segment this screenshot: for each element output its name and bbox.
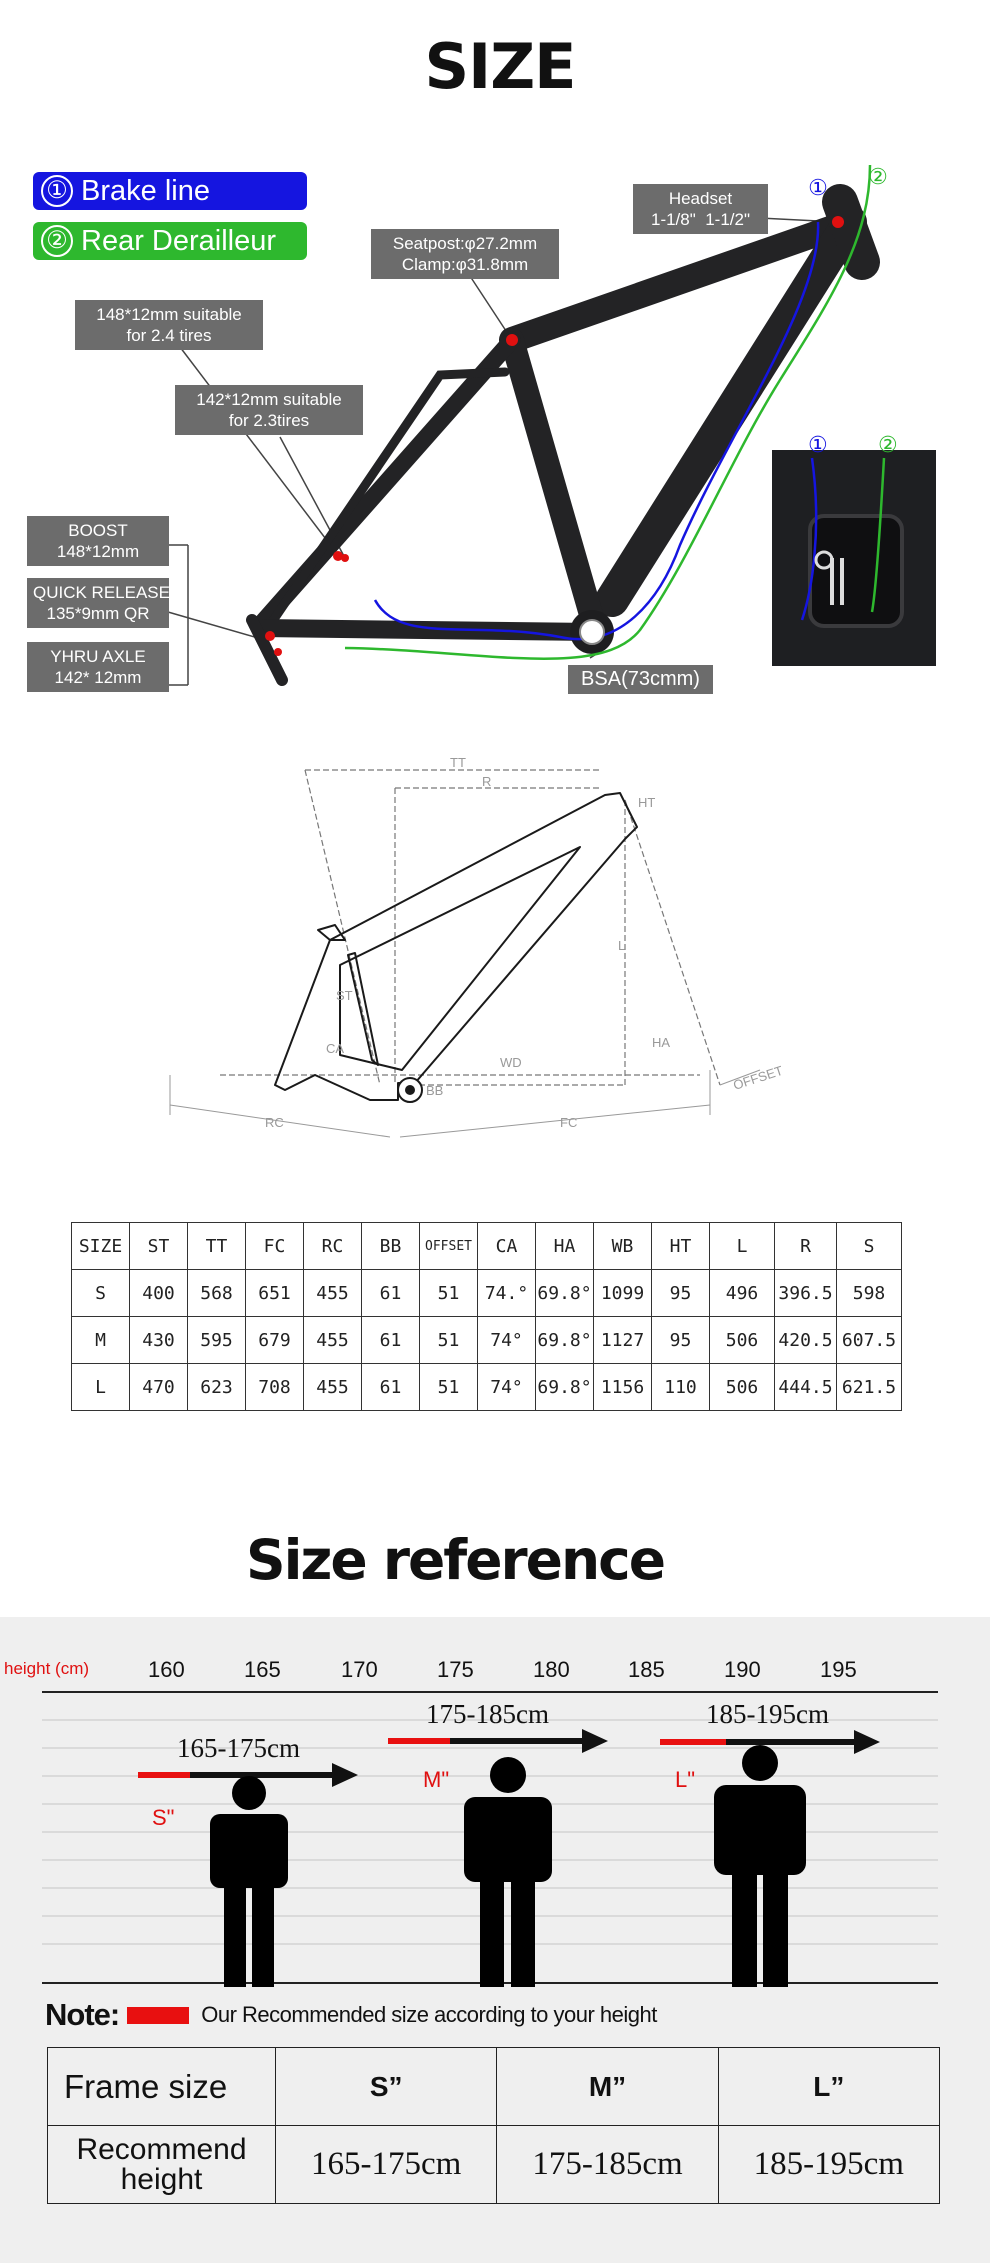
- label-wd: WD: [500, 1055, 522, 1070]
- boost-callout: BOOST 148*12mm: [27, 516, 169, 566]
- note-row: [45, 1997, 657, 2033]
- table-cell: L: [72, 1364, 130, 1411]
- table-cell: 1156: [594, 1364, 652, 1411]
- table-cell: 95: [652, 1270, 710, 1317]
- table-cell: 496: [710, 1270, 775, 1317]
- range-label-m: 175-185cm: [426, 1699, 549, 1729]
- size-reference-title: Size reference: [245, 1528, 665, 1592]
- table-cell: 506: [710, 1317, 775, 1364]
- table-cell: 679: [246, 1317, 304, 1364]
- table-header: R: [775, 1223, 837, 1270]
- label-r: R: [482, 774, 492, 789]
- table-cell: 621.5: [837, 1364, 902, 1411]
- height-tick: 175: [437, 1657, 474, 1682]
- table-cell: M: [72, 1317, 130, 1364]
- recommend-height-header: Recommend height: [48, 2126, 276, 2204]
- label-st: ST: [336, 988, 353, 1003]
- size-cell: M”: [497, 2048, 718, 2126]
- inset-marker-brake: ①: [808, 432, 828, 457]
- frame-size-header: Frame size: [48, 2048, 276, 2126]
- tire-23-callout: 142*12mm suitable for 2.3tires: [175, 385, 363, 435]
- table-header: HT: [652, 1223, 710, 1270]
- height-chart: [0, 1617, 990, 1987]
- label-ha: HA: [652, 1035, 671, 1050]
- table-header: BB: [362, 1223, 420, 1270]
- table-row: [72, 1317, 902, 1364]
- table-cell: 110: [652, 1364, 710, 1411]
- thru-axle-callout: YHRU AXLE 142* 12mm: [27, 642, 169, 692]
- height-cell: 175-185cm: [497, 2126, 718, 2204]
- quick-release-callout: QUICK RELEASE 135*9mm QR: [27, 578, 169, 628]
- size-tag-l: L": [675, 1767, 696, 1792]
- height-cell: 185-195cm: [718, 2126, 939, 2204]
- height-tick: 195: [820, 1657, 857, 1682]
- height-tick: 190: [724, 1657, 761, 1682]
- table-header: OFFSET: [420, 1223, 478, 1270]
- height-tick: 165: [244, 1657, 281, 1682]
- table-cell: 396.5: [775, 1270, 837, 1317]
- cable-entry-icon: [772, 450, 936, 666]
- table-cell: 400: [130, 1270, 188, 1317]
- table-cell: 651: [246, 1270, 304, 1317]
- label-offset: OFFSET: [731, 1062, 785, 1093]
- legend-number: ②: [41, 225, 73, 257]
- size-table: [47, 2047, 940, 2204]
- table-cell: 506: [710, 1364, 775, 1411]
- table-cell: 623: [188, 1364, 246, 1411]
- photo-marker-brake: ①: [808, 175, 828, 200]
- table-cell: 455: [304, 1317, 362, 1364]
- table-header: S: [837, 1223, 902, 1270]
- table-cell: 51: [420, 1270, 478, 1317]
- tire-24-callout: 148*12mm suitable for 2.4 tires: [75, 300, 263, 350]
- photo-marker-derailleur: ②: [868, 164, 888, 189]
- cable-entry-inset: [772, 432, 936, 666]
- bsa-callout: BSA(73cmm): [568, 665, 713, 694]
- table-cell: 69.8°: [536, 1317, 594, 1364]
- table-cell: 708: [246, 1364, 304, 1411]
- table-row: [48, 2126, 940, 2204]
- legend-label: Rear Derailleur: [81, 225, 277, 257]
- table-cell: 568: [188, 1270, 246, 1317]
- table-cell: 455: [304, 1364, 362, 1411]
- note-label: Note:: [45, 1997, 120, 2032]
- person-s-icon: [210, 1776, 288, 1987]
- size-cell: S”: [276, 2048, 497, 2126]
- label-tt: TT: [450, 755, 466, 770]
- table-cell: 74.°: [478, 1270, 536, 1317]
- table-cell: 1127: [594, 1317, 652, 1364]
- label-rc: RC: [265, 1115, 284, 1130]
- note-text: Our Recommended size according to your height: [201, 2002, 657, 2027]
- height-cell: 165-175cm: [276, 2126, 497, 2204]
- table-cell: 74°: [478, 1317, 536, 1364]
- table-cell: 430: [130, 1317, 188, 1364]
- height-tick: 185: [628, 1657, 665, 1682]
- table-header: HA: [536, 1223, 594, 1270]
- table-header: CA: [478, 1223, 536, 1270]
- headset-callout: Headset 1-1/8" 1-1/2": [633, 184, 768, 234]
- range-arrow-m: [388, 1729, 608, 1753]
- legend-number: ①: [41, 175, 73, 207]
- table-cell: 51: [420, 1364, 478, 1411]
- height-tick: 160: [148, 1657, 185, 1682]
- label-bb: BB: [426, 1083, 444, 1098]
- geometry-diagram: [140, 755, 820, 1155]
- table-cell: 95: [652, 1317, 710, 1364]
- height-axis-label: height (cm): [4, 1659, 90, 1678]
- table-cell: 607.5: [837, 1317, 902, 1364]
- label-ca: CA: [326, 1041, 345, 1056]
- table-header: WB: [594, 1223, 652, 1270]
- label-ht: HT: [638, 795, 656, 810]
- table-cell: 69.8°: [536, 1364, 594, 1411]
- size-cell: L”: [718, 2048, 939, 2126]
- table-cell: 420.5: [775, 1317, 837, 1364]
- table-cell: 61: [362, 1270, 420, 1317]
- range-label-l: 185-195cm: [706, 1699, 829, 1729]
- legend-label: Brake line: [81, 175, 210, 207]
- table-cell: 69.8°: [536, 1270, 594, 1317]
- geometry-table: [71, 1222, 902, 1411]
- range-label-s: 165-175cm: [177, 1733, 300, 1763]
- table-cell: 61: [362, 1317, 420, 1364]
- seatpost-callout: Seatpost:φ27.2mm Clamp:φ31.8mm: [371, 229, 559, 279]
- label-fc: FC: [560, 1115, 578, 1130]
- table-cell: 598: [837, 1270, 902, 1317]
- table-header: ST: [130, 1223, 188, 1270]
- person-l-icon: [714, 1745, 806, 1987]
- table-header: TT: [188, 1223, 246, 1270]
- height-tick: 180: [533, 1657, 570, 1682]
- table-cell: 74°: [478, 1364, 536, 1411]
- page-title: SIZE: [424, 30, 576, 103]
- height-tick: 170: [341, 1657, 378, 1682]
- person-m-icon: [464, 1757, 552, 1987]
- table-row: [48, 2048, 940, 2126]
- table-header: SIZE: [72, 1223, 130, 1270]
- table-header: RC: [304, 1223, 362, 1270]
- table-cell: 61: [362, 1364, 420, 1411]
- table-cell: S: [72, 1270, 130, 1317]
- table-cell: 470: [130, 1364, 188, 1411]
- table-header-row: [72, 1223, 902, 1270]
- table-header: FC: [246, 1223, 304, 1270]
- table-cell: 444.5: [775, 1364, 837, 1411]
- table-cell: 455: [304, 1270, 362, 1317]
- inset-marker-derailleur: ②: [878, 432, 898, 457]
- label-l: L: [618, 938, 626, 953]
- size-tag-s: S": [152, 1805, 175, 1830]
- table-cell: 51: [420, 1317, 478, 1364]
- recommended-swatch: [127, 2007, 189, 2024]
- table-cell: 595: [188, 1317, 246, 1364]
- size-tag-m: M": [423, 1767, 450, 1792]
- table-cell: 1099: [594, 1270, 652, 1317]
- table-header: L: [710, 1223, 775, 1270]
- table-row: [72, 1270, 902, 1317]
- table-row: [72, 1364, 902, 1411]
